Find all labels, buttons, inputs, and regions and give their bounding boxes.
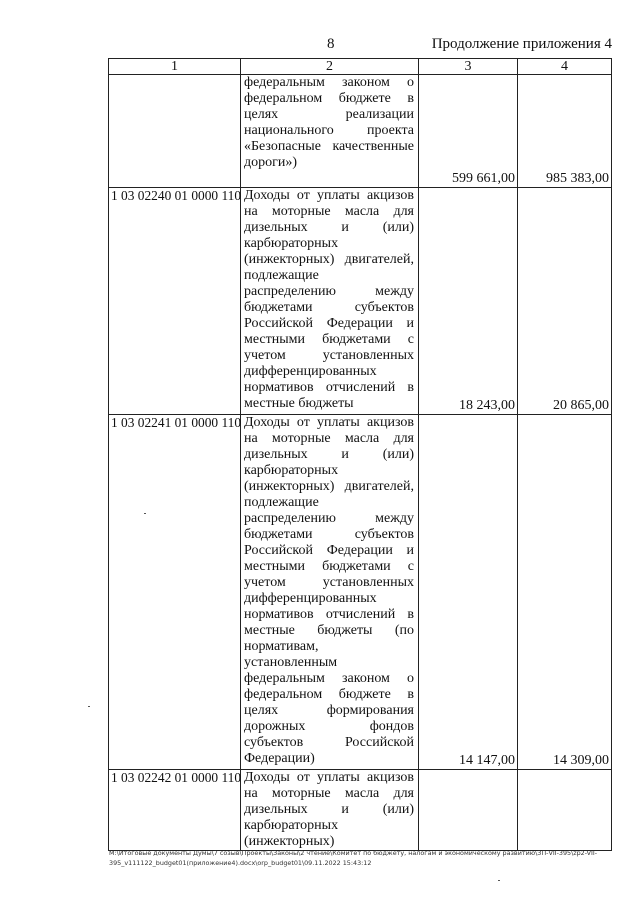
- column-header-1: 1: [109, 59, 241, 75]
- kbk-code: 1 03 02240 01 0000 110: [109, 188, 241, 415]
- column-number-row: [109, 59, 612, 75]
- amount-year-2: [518, 770, 612, 851]
- scan-speck: [144, 513, 146, 514]
- revenue-description: Доходы от уплаты акцизов на моторные масла для дизельных и (или) карбюраторных (инжекторных) двигателей, подлежащие распределению между бюджетами субъектов Российской Федерации и местными бюджетами с учетом установленных дифференцированных нормативов отчислений в местные бюджеты (по нормативам, установленным федеральным законом о федеральном бюджете в целях формирования дорожных фондов субъектов Российской Федерации): [241, 415, 419, 770]
- kbk-code: 1 03 02241 01 0000 110: [109, 415, 241, 770]
- amount-year-1: [419, 770, 518, 851]
- continuation-label: Продолжение приложения 4: [431, 36, 612, 52]
- scan-speck: [498, 880, 500, 881]
- amount-year-2: 985 383,00: [518, 75, 612, 188]
- kbk-code: [109, 75, 241, 188]
- kbk-code: 1 03 02242 01 0000 110: [109, 770, 241, 851]
- amount-year-1: 599 661,00: [419, 75, 518, 188]
- table-row: [109, 188, 612, 415]
- revenue-description: Доходы от уплаты акцизов на моторные масла для дизельных и (или) карбюраторных (инжекторных) двигателей, подлежащие распределению между бюджетами субъектов Российской Федерации и местными бюджетами с учетом установленных дифференцированных нормативов отчислений в местные бюджеты: [241, 188, 419, 415]
- budget-table: [108, 58, 612, 851]
- amount-year-2: 20 865,00: [518, 188, 612, 415]
- page-number: 8: [327, 36, 335, 52]
- table-row: [109, 415, 612, 770]
- scan-speck: [88, 706, 90, 707]
- column-header-4: 4: [518, 59, 612, 75]
- amount-year-2: 14 309,00: [518, 415, 612, 770]
- table-row: [109, 75, 612, 188]
- table-row: [109, 770, 612, 851]
- column-header-3: 3: [419, 59, 518, 75]
- revenue-description: федеральным законом о федеральном бюджете в целях реализации национального проекта «Безопасные качественные дороги»): [241, 75, 419, 188]
- revenue-description: Доходы от уплаты акцизов на моторные масла для дизельных и (или) карбюраторных (инжекторных): [241, 770, 419, 851]
- amount-year-1: 18 243,00: [419, 188, 518, 415]
- amount-year-1: 14 147,00: [419, 415, 518, 770]
- file-path-footer: М:\Итоговые документы Думы\7 созыв\Проекты\Законы\2 чтение\Комитет по бюджету, налогам и экономическому развитию\ЗП-VII-395\zp2-VII-395_v111122_budget01(приложение4).docx\orp_budget01\09.11.2022 15:43:12: [109, 849, 598, 867]
- column-header-2: 2: [241, 59, 419, 75]
